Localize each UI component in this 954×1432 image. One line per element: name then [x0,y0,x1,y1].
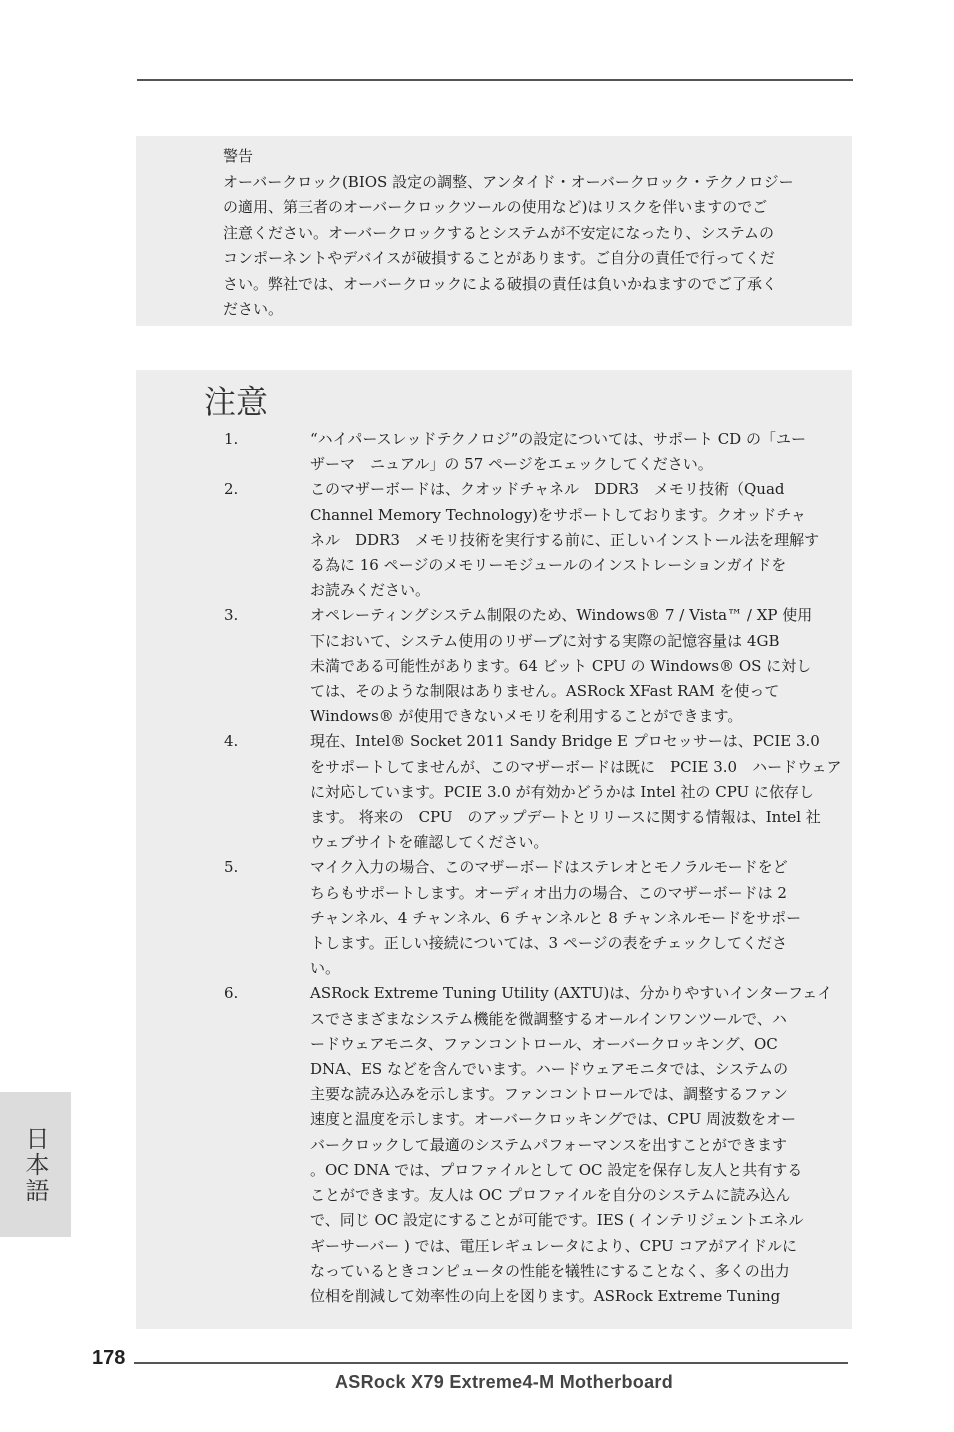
note-item [224,729,852,855]
note-item-number: 3. [224,606,239,625]
note-item-number: 2. [224,480,239,499]
note-item-line: ネル DDR3 メモリ技術を実行する前に、正しいインストール法を理解す [310,530,820,549]
note-item-line: 現在、Intel® Socket 2011 Sandy Bridge E プロセッサーは、PCIE 3.0 [310,732,820,751]
note-item-line: マイク入力の場合、このマザーボードはステレオとモノラルモードをど [310,858,788,877]
note-box [136,370,852,1329]
note-item-text [310,427,852,477]
note-item-line: Channel Memory Technology)をサポートしております。クオッドチャ [310,505,806,524]
note-item-line: をサポートしてませんが、このマザーボードは既に PCIE 3.0 ハードウェア [310,757,842,776]
note-item-number: 5. [224,858,239,877]
note-item-line: い。 [310,959,341,978]
note-item-line: オペレーティングシステム制限のため、Windows® 7 / Vista™ / XP 使用 [310,606,813,625]
note-item-text [310,855,852,981]
note-item-line: Windows® が使用できないメモリを利用することができます。 [310,707,743,726]
note-item-text [310,729,852,855]
note-item-line: スでさまざまなシステム機能を微調整するオールインワンツールで、ハ [310,1009,787,1028]
note-item [224,603,852,729]
note-item-line: DNA、ES などを含んでいます。ハードウェアモニタでは、システムの [310,1060,789,1079]
note-item [224,477,852,603]
note-item-line: チャンネル、4 チャンネル、6 チャンネルと 8 チャンネルモードをサポー [310,908,802,927]
note-item-line: で、同じ OC 設定にすることが可能です。IES ( インテリジェントエネル [310,1211,804,1230]
warning-box [136,136,852,326]
warning-line: オーバークロック(BIOS 設定の調整、アンタイド・オーバークロック・テクノロジー [223,172,794,191]
bottom-rule [134,1362,848,1364]
note-item-line: 位相を削減して効率性の向上を図ります。ASRock Extreme Tuning [310,1286,781,1305]
warning-line: 注意ください。オーバークロックするとシステムが不安定になったり、システムの [223,223,774,242]
note-item-line: ASRock Extreme Tuning Utility (AXTU)は、分かりやすいインターフェイ [310,984,833,1003]
warning-line: ださい。 [223,300,284,318]
language-tab-label: 日本語 [21,1125,49,1204]
top-rule [137,79,853,81]
note-item-text [310,603,852,729]
note-item-line: に対応しています。PCIE 3.0 が有効かどうかは Intel 社の CPU に依存し [310,782,814,801]
note-item-line: ギーサーバー ) では、電圧レギュレータにより、CPU コアがアイドルに [310,1236,798,1255]
note-item-line: 未満である可能性があります。64 ビット CPU の Windows® OS に対し [310,656,812,675]
note-item-line: 下において、システム使用のリザーブに対する実際の記憶容量は 4GB [310,631,780,650]
warning-line: コンポーネントやデバイスが破損することがあります。ご自分の責任で行ってくだ [223,249,776,267]
note-item-number: 4. [224,732,239,751]
note-item [224,427,852,477]
note-item-line: 。OC DNA では、プロファイルとして OC 設定を保存し友人と共有する [310,1160,803,1179]
note-item-line: る為に 16 ページのメモリーモジュールのインストレーションガイドを [310,556,787,575]
note-item-line: “ハイパースレッドテクノロジ”の設定については、サポート CD の「ユー [310,430,806,448]
note-item-line: トします。正しい接続については、3 ページの表をチェックしてくださ [310,934,788,953]
note-item-text [310,477,852,603]
note-item-line: 主要な読み込みを示します。ファンコントロールでは、調整するファン [310,1085,788,1104]
note-item-number: 1. [224,430,239,448]
note-item-line: なっているときコンピュータの性能を犠牲にすることなく、多くの出力 [310,1261,790,1280]
note-title: 注意 [204,383,269,421]
note-item-line: ちらもサポートします。オーディオ出力の場合、このマザーボードは 2 [310,883,787,902]
note-item-line: ードウェアモニタ、ファンコントロール、オーバークロッキング、OC [310,1034,778,1053]
warning-line: の適用、第三者のオーバークロックツールの使用など)はリスクを伴いますのでご [223,198,768,216]
warning-line: さい。弊社では、オーバークロックによる破損の責任は負いかねますのでご了承く [223,274,777,293]
note-item-line: ことができます。友人は OC プロファイルを自分のシステムに読み込ん [310,1186,791,1205]
warning-heading: 警告 [223,147,254,165]
note-item [224,981,852,1309]
footer-title: ASRock X79 Extreme4-M Motherboard [335,1372,673,1392]
note-item [224,855,852,981]
language-tab [0,1092,71,1237]
note-item-line: 速度と温度を示します。オーバークロッキングでは、CPU 周波数をオー [310,1110,797,1129]
note-list [224,427,852,1309]
note-item-text [310,981,852,1309]
page-number: 178 [92,1347,126,1369]
note-item-line: このマザーボードは、クオッドチャネル DDR3 メモリ技術（Quad [310,480,785,499]
note-item-number: 6. [224,984,239,1003]
warning-content [223,144,843,323]
note-item-line: ザーマ ニュアル」の 57 ページをエェックしてください。 [310,455,713,474]
note-item-line: バークロックして最適のシステムパフォーマンスを出すことができます [310,1135,788,1154]
note-item-line: ては、そのような制限はありません。ASRock XFast RAM を使って [310,682,780,701]
note-item-line: ます。 将来の CPU のアップデートとリリースに関する情報は、Intel 社 [310,808,821,827]
note-item-line: お読みください。 [310,581,431,600]
note-item-line: ウェブサイトを確認してください。 [310,833,549,852]
